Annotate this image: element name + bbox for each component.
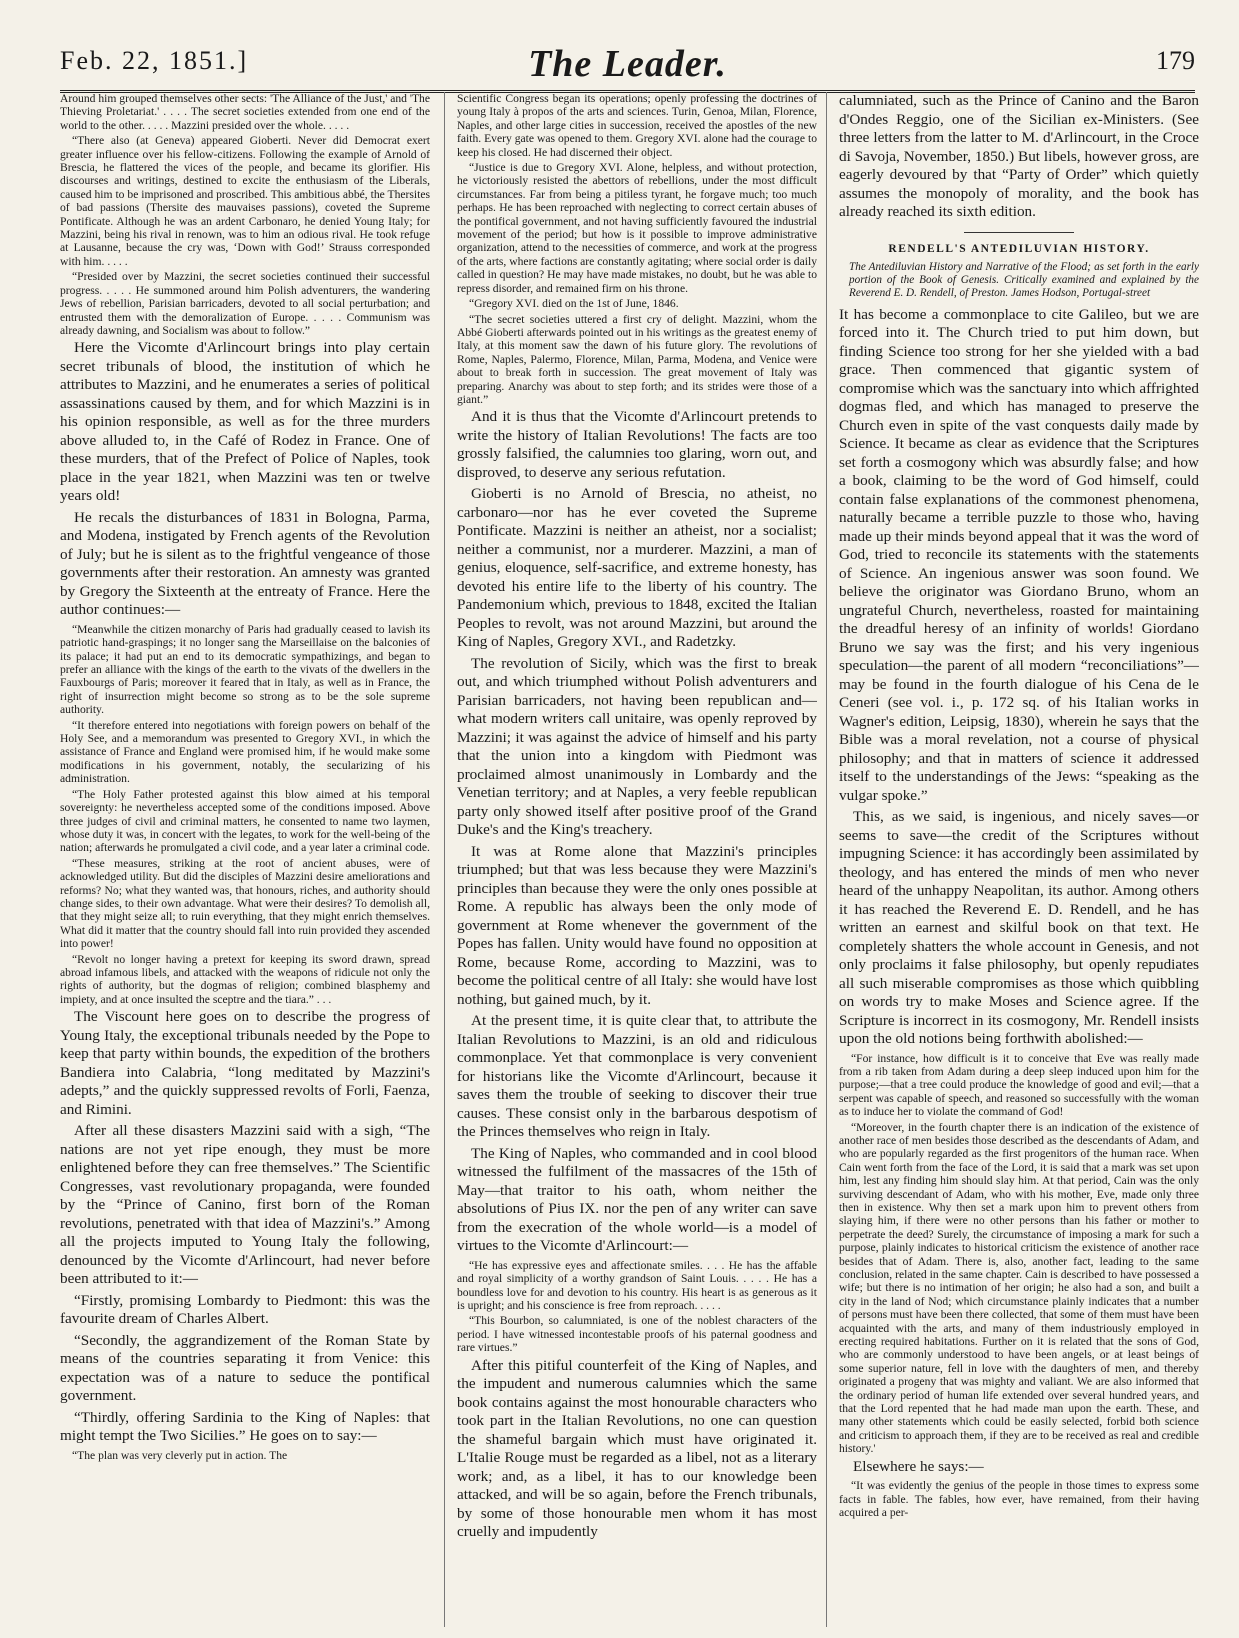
page-number: 179 bbox=[1156, 46, 1195, 75]
col2-paragraph: “This Bourbon, so calumniated, is one of the noblest characters of the period. I have witnessed incontestable proofs of his paternal goodness and rare virtues.” bbox=[457, 1314, 817, 1355]
col2-paragraph: Scientific Congress began its operations; openly professing the doctrines of young Italy à propos of the arts and sciences. Turin, Genoa, Milan, Florence, Naples, and other large cities in succession, received the apostles of the new faith. Every gate was opened to them. Gregory XVI. alone had the courage to keep his closed. He had discerned their object. bbox=[457, 92, 817, 159]
col2-paragraph: The revolution of Sicily, which was the first to break out, and which triumphed without Polish adventurers and Parisian barricaders, not having been republican and—what modern writers call unitaire, was openly reproved by Mazzini; it was against the advice of himself and his party that the union into a kingdom with Piedmont was proclaimed almost unanimously in Lombardy and the Venetian territory; and at Naples, a very feeble republican party only showed itself after positive proof of the Grand Duke's and the King's treachery. bbox=[457, 654, 817, 839]
col1-paragraph: “Meanwhile the citizen monarchy of Paris had gradually ceased to lavish its patriotic hand-graspings; it no longer sang the Marseillaise on the balconies of its palace; it had put an end to its democratic sympathizings, and began to prefer an alliance with the kings of the earth to the vivats of the dwellers in the Fauxbourgs of Paris; moreover it feared that in Italy, as well as in France, the right of insurrection might become so strong as to be the sole supreme authority. bbox=[60, 622, 430, 717]
section-heading: RENDELL'S ANTEDILUVIAN HISTORY. bbox=[888, 242, 1150, 255]
col1-paragraph: “Presided over by Mazzini, the secret societies continued their successful progress. . . . . He summoned around him Polish adventurers, the wandering Jews of rebellion, Parisian barricaders, devoted to all social perturbation; and entrusted them with the demoralization of Europe. . . . . Communism was already dawning, and Socialism was about to follow.” bbox=[60, 270, 430, 337]
column-2 bbox=[444, 92, 817, 1627]
col3-paragraph: “It was evidently the genius of the people in those times to express some facts in fable. The fables, how ever, have remained, from their having acquired a per- bbox=[839, 1479, 1199, 1519]
col2-paragraph: “The secret societies uttered a first cry of delight. Mazzini, whom the Abbé Gioberti afterwards pointed out in his writings as the greatest enemy of Italy, at this moment saw the dawn of his future glory. The revolutions of Rome, Naples, Palermo, Florence, Milan, Parma, Modena, and Venice were about to break forth in succession. The great movement of Italy was preparing. Anarchy was about to step forth; and its strides were those of a giant.” bbox=[457, 312, 817, 406]
col1-paragraph: Around him grouped themselves other sects: 'The Alliance of the Just,' and 'The Thieving Proletariat.' . . . . The secret societies extended from one end of the world to the other. . . . . Mazzini presided over the whole. . . . . bbox=[60, 92, 430, 132]
book-info: The Antediluvian History and Narrative of the Flood; as set forth in the early portion of the Book of Genesis. Critically examined and explained by the Reverend E. D. Rendell, of Preston. James Hodson, Portugal-street bbox=[849, 260, 1199, 299]
col3-paragraph: This, as we said, is ingenious, and nicely saves—or seems to save—the credit of the Scriptures without impugning Science: it has accordingly been assimilated by theology, and has entered the minds of men who never heard of the unhappy Neapolitan, its author. Among others it has reached the Reverend E. D. Rendell, and he has written an earnest and skilful book on that text. He completely shatters the whole account in Genesis, and not only proclaims it false philosophy, but openly repudiates all such miserable compromises as those which quibbling on words try to make Moses and Science agree. If the Scripture is incorrect in its cosmogony, Mr. Rendell insists upon the old notions being forthwith abolished:— bbox=[839, 808, 1199, 1047]
col1-paragraph: “The plan was very cleverly put in action. The bbox=[72, 1448, 288, 1462]
col1-paragraph: “Thirdly, offering Sardinia to the King of Naples: that might tempt the Two Sicilies.” He goes on to say:— bbox=[60, 1408, 430, 1445]
col3-paragraph: It has become a commonplace to cite Galileo, but we are forced into it. The Church tried to put him down, but finding Science too strong for her she yielded with a bad grace. Then commenced that gigantic system of compromise which was the sanctuary into which affrighted dogmas fled, and which has managed to preserve the Church even in spite of the vast conquests daily made by Science. It became as clear as evidence that the Scriptures set forth a cosmogony which was absurdly false; and how a book, claiming to be the word of God himself, could contain false explanations of the commonest phenomena, naturally became a terrible puzzle to those who, having made up their minds beyond appeal that it was the word of God, tried to reconcile its statements with the statements of Science. An ingenious answer was soon found. We believe the originator was Giordano Bruno, whom an ungrateful Church, nevertheless, roasted for maintaining the dreadful heresy of an infinity of worlds! Giordano Bruno we say was the first; and his very ingenious speculation—the parent of all modern “reconciliations”—may be found in the fourth dialogue of his Cena de le Ceneri (see vol. i., p. 172 sq. of his Italian works in Wagner's edition, Leipsig, 1830), wherein he says that the Bible was a moral revelation, not a course of physical philosophy; and that in matters of science it addressed itself to the understandings of the Jews: “speaking as the vulgar spoke.” bbox=[839, 305, 1199, 804]
col1-paragraph: “Revolt no longer having a pretext for keeping its sword drawn, spread abroad infamous libels, and attacked with the weapons of ridicule not only the rights of authority, but the dogmas of religion; combined blasphemy and impiety, and at once insulted the sceptre and the tiara.” . . . bbox=[60, 952, 430, 1006]
col1-paragraph: The Viscount here goes on to describe the progress of Young Italy, the exceptional tribunals needed by the Pope to keep that party within bounds, the expedition of the brothers Bandiera into Calabria, “long meditated by Mazzini's adepts,” and the quickly suppressed revolts of Forli, Faenza, and Rimini. bbox=[60, 1008, 430, 1118]
issue-date: Feb. 22, 1851.] bbox=[60, 46, 249, 75]
column-1 bbox=[60, 92, 430, 1627]
col1-paragraph: “Secondly, the aggrandizement of the Roman State by means of the countries separating it from Venice: this expectation was of a nature to seduce the pontifical government. bbox=[60, 1331, 430, 1405]
col1-paragraph: “The Holy Father protested against this blow aimed at his temporal sovereignty: he nevertheless accepted some of the conditions imposed. Above three judges of civil and criminal matters, he consented to name two laymen, whose duty it was, in concert with the legates, to work for the well-being of the nation; afterwards he promulgated a civil code, and a year later a criminal code. bbox=[60, 787, 430, 855]
col2-paragraph: It was at Rome alone that Mazzini's principles triumphed; but that was less because they were Mazzini's principles than because they were the only ones possible at Rome. A republic has always been the only mode of government at Rome whenever the government of the Popes has fallen. Unity would have found no opposition at Rome, because Rome, according to Mazzini, was to become the political centre of all Italy: she would have lost nothing, but gained much, by it. bbox=[457, 842, 817, 1008]
col2-paragraph: The King of Naples, who commanded and in cool blood witnessed the fulfilment of the massacres of the 15th of May—that traitor to his oath, whom neither the absolutions of Pius IX. nor the pen of any writer can save from the execration of the whole world—is a model of virtues to the Vicomte d'Arlincourt:— bbox=[457, 1144, 817, 1255]
col2-paragraph: “He has expressive eyes and affectionate smiles. . . . He has the affable and royal simplicity of a worthy grandson of Saint Louis. . . . . He has a boundless love for and devotion to his country. His heart is as generous as it is upright; and his conscience is free from reproach. . . . . bbox=[457, 1258, 817, 1313]
col3-paragraph: “Moreover, in the fourth chapter there is an indication of the existence of another race of men besides those described as the descendants of Adam, and who are popularly regarded as the first progenitors of the human race. When Cain went forth from the face of the Lord, it is said that a mark was set upon him, lest any finding him should slay him. At that period, Cain was the only surviving descendant of Adam, who with his mother, Eve, made only three then in existence. Why then set a mark upon him to prevent others from slaying him, if there were no other persons than his father or mother to perpetrate the deed? Surely, the circumstance of imposing a mark for such a purpose, plainly indicates to historical criticism the existence of another race besides that of Adam. There is, also, another fact, leading to the same conclusion, related in the same chapter. Cain is described to have possessed a wife; but there is no intimation of her origin; he also had a son, and built a city in the land of Nod; which circumstance plainly indicates that a number of persons must have been there collected, that some of them must have been acquainted with the arts, and many of them industriously employed in erecting required habitations. Further on it is related that the sons of God, who are commonly understood to have been angels, or at least beings of some superior nature, fell in love with the daughters of men, and thereby originated a progeny that was mighty and valiant. We are also informed that the ordinary period of human life extended over several hundred years, and that the Lord repented that he had made man upon the earth. These, and many other statements which could be easily selected, forbid both science and criticism to approach them, if they are to be received as real and credible history.' bbox=[839, 1120, 1199, 1456]
col2-paragraph: Gioberti is no Arnold of Brescia, no atheist, no carbonaro—nor has he ever coveted the Supreme Pontificate. Mazzini is neither an atheist, nor a socialist; neither a communist, nor a murderer. Mazzini, a man of genius, eloquence, self-sacrifice, and extreme honesty, has devoted his entire life to the liberty of his country. The Pandemonium which, previous to 1848, excited the Italian Peoples to revolt, was not around Mazzini, but around the King of Naples, Gregory XVI., and Radetzky. bbox=[457, 485, 817, 651]
col3-paragraph: “For instance, how difficult is it to conceive that Eve was really made from a rib taken from Adam during a deep sleep induced upon him for the purpose;—that a tree could produce the knowledge of good and evil;—that a serpent was capable of speech, and reasoned so successfully with the woman as to induce her to violate the command of God! bbox=[839, 1051, 1199, 1119]
col1-paragraph: “These measures, striking at the root of ancient abuses, were of acknowledged utility. But did the disciples of Mazzini desire ameliorations and reforms? No; what they wanted was, that honours, riches, and authority should change sides, to their own advantage. What were their desires? To demolish all, that they might seize all; to ruin everything, that they might enrich themselves. What did it matter that the country should fall into ruin provided they ascended into power! bbox=[60, 856, 430, 951]
col1-paragraph: After all these disasters Mazzini said with a sigh, “The nations are not yet ripe enough, they must be more enlightened before they can free themselves.” The Scientific Congresses, vast revolutionary propaganda, were founded by the “Prince of Canino, first born of the Roman revolutions, penetrated with that idea of Mazzini's.” Among all the projects imputed to Young Italy the following, denounced by the Vicomte d'Arlincourt, had never before been attributed to it:— bbox=[60, 1122, 430, 1288]
col1-paragraph: “It therefore entered into negotiations with foreign powers on behalf of the Holy See, and a memorandum was presented to Gregory XVI., in which the assistance of France and England were promised him, if he would make some modifications in his government, notably, the secularizing of his administration. bbox=[60, 718, 430, 786]
section-divider bbox=[964, 232, 1074, 233]
col1-paragraph: He recals the disturbances of 1831 in Bologna, Parma, and Modena, instigated by French agents of the Revolution of July; but he is silent as to the frightful vengeance of those governments after their restoration. An amnesty was granted by Gregory the Sixteenth at the entreaty of France. Here the author continues:— bbox=[60, 508, 430, 619]
col1-paragraph: Here the Vicomte d'Arlincourt brings into play certain secret tribunals of blood, the institution of which he attributes to Mazzini, and he enumerates a series of political assassinations caused by them, and for which Mazzini is in his opinion responsible, as well as for the three murders above alluded to, in the Café of Rodez in France. One of these murders, that of the Prefect of Police of Naples, took place in the year 1821, when Mazzini was ten or twelve years old! bbox=[60, 339, 430, 505]
column-3-intro: calumniated, such as the Prince of Canino and the Baron d'Ondes Reggio, one of the Sicilian ex-Ministers. (See three letters from the latter to M. d'Arlincourt, in the Croce di Savoja, November, 1850.) But libels, however gross, are eagerly devoured by that “Party of Order” which quietly assumes the monopoly of morality, and the book has already reached its sixth edition. bbox=[839, 92, 1199, 220]
review-body bbox=[839, 306, 1199, 1520]
col2-paragraph: After this pitiful counterfeit of the King of Naples, and the impudent and numerous calumnies which the same book contains against the most honourable characters who took part in the Italian Revolutions, no one can question the shameful bargain which must have originated it. L'Italie Rouge must be regarded as a libel, not as a literary work; and, as a libel, it has to our knowledge been attacked, and will be so again, before the French tribunals, by some of those honourable men whom it has most cruelly and impudently bbox=[457, 1356, 817, 1541]
col1-paragraph: “There also (at Geneva) appeared Gioberti. Never did Democrat exert greater influence over his fellow-citizens. Following the example of Arnold of Brescia, he flattered the vices of the people, and became its glorifier. His discourses and writings, destined to excite the enthusiasm of the Liberals, caused him to be imprisoned and proscribed. This ambitious abbé, the Thersites of bad passions (Thersite des mauvaises passions), coveted the Supreme Pontificate. Although he was an ardent Carbonaro, he denied Young Italy; for Mazzini, being his rival in renown, was to him an odious rival. He took refuge at Lausanne, because the cry was, ‘Down with God!’ Strauss corresponded with him. . . . . bbox=[60, 134, 430, 268]
newspaper-title: The Leader. bbox=[528, 43, 727, 85]
col2-paragraph: And it is thus that the Vicomte d'Arlincourt pretends to write the history of Italian Revolutions! The facts are too grossly falsified, the calumnies too glaring, worn out, and disproved, to deserve any serious refutation. bbox=[457, 408, 817, 481]
col2-paragraph: “Justice is due to Gregory XVI. Alone, helpless, and without protection, he victoriously resisted the abettors of rebellions, under the most difficult circumstances. Far from being a pitiless tyrant, he forgave much; too much perhaps. He has been reproached with neglecting to correct certain abuses of the pontifical government, and not having sufficiently favoured the industrial movement of the period; but how is it possible to improve administrative organization, attend to the necessities of commerce, and work at the progress of the arts, where factions are constantly agitating; where social order is daily called in question? He may have made mistakes, no doubt, but he was able to repress disorder, and remained firm on his throne. bbox=[457, 161, 817, 295]
col2-paragraph: At the present time, it is quite clear that, to attribute the Italian Revolutions to Mazzini, is an old and ridiculous commonplace. Yet that commonplace is very convenient for historians like the Vicomte d'Arlincourt, because it saves them the trouble of seeking to discover their true causes. These consist only in the barbarous despotism of the Princes themselves who reign in Italy. bbox=[457, 1012, 817, 1141]
masthead bbox=[60, 40, 1195, 93]
column-3 bbox=[826, 92, 1199, 1627]
col2-paragraph: “Gregory XVI. died on the 1st of June, 1846. bbox=[469, 297, 679, 311]
col3-paragraph: Elsewhere he says:— bbox=[853, 1457, 984, 1475]
col1-paragraph: “Firstly, promising Lombardy to Piedmont: this was the favourite dream of Charles Albert. bbox=[60, 1291, 430, 1328]
